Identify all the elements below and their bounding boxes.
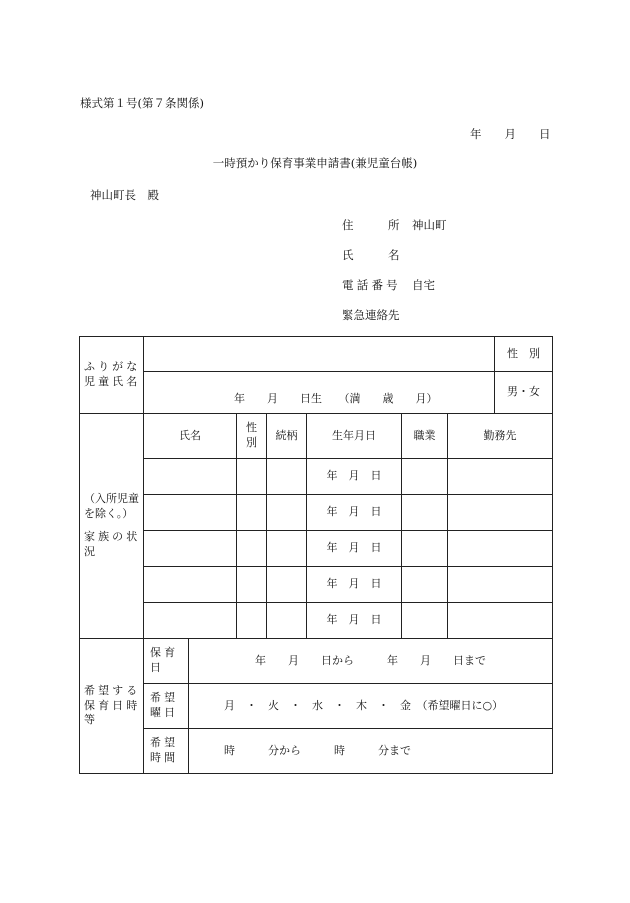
phone-value: 自宅 <box>412 278 435 292</box>
family-sex-cell[interactable] <box>237 495 267 531</box>
header-job: 職業 <box>402 414 448 459</box>
family-job-cell[interactable] <box>402 495 448 531</box>
family-sex-cell[interactable] <box>237 567 267 603</box>
family-relation-cell[interactable] <box>267 495 307 531</box>
family-sex-cell[interactable] <box>237 603 267 639</box>
family-birth-cell[interactable]: 年 月 日 <box>307 567 402 603</box>
application-table <box>79 336 553 774</box>
table-row <box>80 531 553 567</box>
header-relation: 続柄 <box>267 414 307 459</box>
family-sex-cell[interactable] <box>237 459 267 495</box>
family-job-cell[interactable] <box>402 603 448 639</box>
family-name-cell[interactable] <box>144 567 237 603</box>
desired-label: 希望する保育日時等 <box>80 639 144 774</box>
family-birth-cell[interactable]: 年 月 日 <box>307 495 402 531</box>
emergency-label: 緊急連絡先 <box>342 308 400 322</box>
family-workplace-cell[interactable] <box>448 495 553 531</box>
family-workplace-cell[interactable] <box>448 567 553 603</box>
table-row <box>80 495 553 531</box>
time-value[interactable]: 時 分から 時 分まで <box>189 729 553 774</box>
table-row <box>80 459 553 495</box>
furigana-label: ふりがな <box>84 360 141 374</box>
header-birth: 生年月日 <box>307 414 402 459</box>
time-label: 希望時間 <box>144 729 189 774</box>
header-workplace: 勤務先 <box>448 414 553 459</box>
family-relation-cell[interactable] <box>267 459 307 495</box>
family-workplace-cell[interactable] <box>448 459 553 495</box>
sex-label: 性 別 <box>495 337 553 372</box>
weekday-value[interactable]: 月 ・ 火 ・ 水 ・ 木 ・ 金 （希望曜日に○） <box>189 684 553 729</box>
address-label: 住 所 <box>342 218 400 232</box>
addressee: 神山町長 殿 <box>90 188 159 202</box>
form-number: 様式第１号(第７条関係) <box>80 96 204 110</box>
name-label: 氏 名 <box>342 248 400 262</box>
birth-line: 年 月 日生 （満 歳 月） <box>144 372 495 414</box>
day-value[interactable]: 年 月 日から 年 月 日まで <box>189 639 553 684</box>
family-relation-cell[interactable] <box>267 567 307 603</box>
phone-label: 電話番号 <box>342 278 401 292</box>
child-label-cell <box>80 337 144 414</box>
family-label-cell <box>80 414 144 639</box>
address-value: 神山町 <box>412 218 447 232</box>
child-name-field[interactable] <box>144 337 495 372</box>
family-relation-cell[interactable] <box>267 531 307 567</box>
family-birth-cell[interactable]: 年 月 日 <box>307 459 402 495</box>
family-job-cell[interactable] <box>402 459 448 495</box>
family-workplace-cell[interactable] <box>448 603 553 639</box>
family-name-cell[interactable] <box>144 495 237 531</box>
family-job-cell[interactable] <box>402 567 448 603</box>
family-note-label: （入所児童を除く。） <box>84 492 139 521</box>
child-name-label: 児童氏名 <box>84 375 141 388</box>
day-label: 保育日 <box>144 639 189 684</box>
weekday-label: 希望曜日 <box>144 684 189 729</box>
header-sex: 性別 <box>237 414 267 459</box>
page-title: 一時預かり保育事業申請書(兼児童台帳) <box>212 156 418 170</box>
table-row <box>80 567 553 603</box>
family-workplace-cell[interactable] <box>448 531 553 567</box>
family-status-label: 家族の状況 <box>84 530 141 558</box>
table-row <box>80 603 553 639</box>
family-job-cell[interactable] <box>402 531 448 567</box>
header-name: 氏名 <box>144 414 237 459</box>
family-sex-cell[interactable] <box>237 531 267 567</box>
family-name-cell[interactable] <box>144 603 237 639</box>
sex-options[interactable]: 男・女 <box>495 372 553 414</box>
family-name-cell[interactable] <box>144 459 237 495</box>
family-birth-cell[interactable]: 年 月 日 <box>307 603 402 639</box>
family-birth-cell[interactable]: 年 月 日 <box>307 531 402 567</box>
family-relation-cell[interactable] <box>267 603 307 639</box>
date-line: 年 月 日 <box>470 127 551 141</box>
family-name-cell[interactable] <box>144 531 237 567</box>
